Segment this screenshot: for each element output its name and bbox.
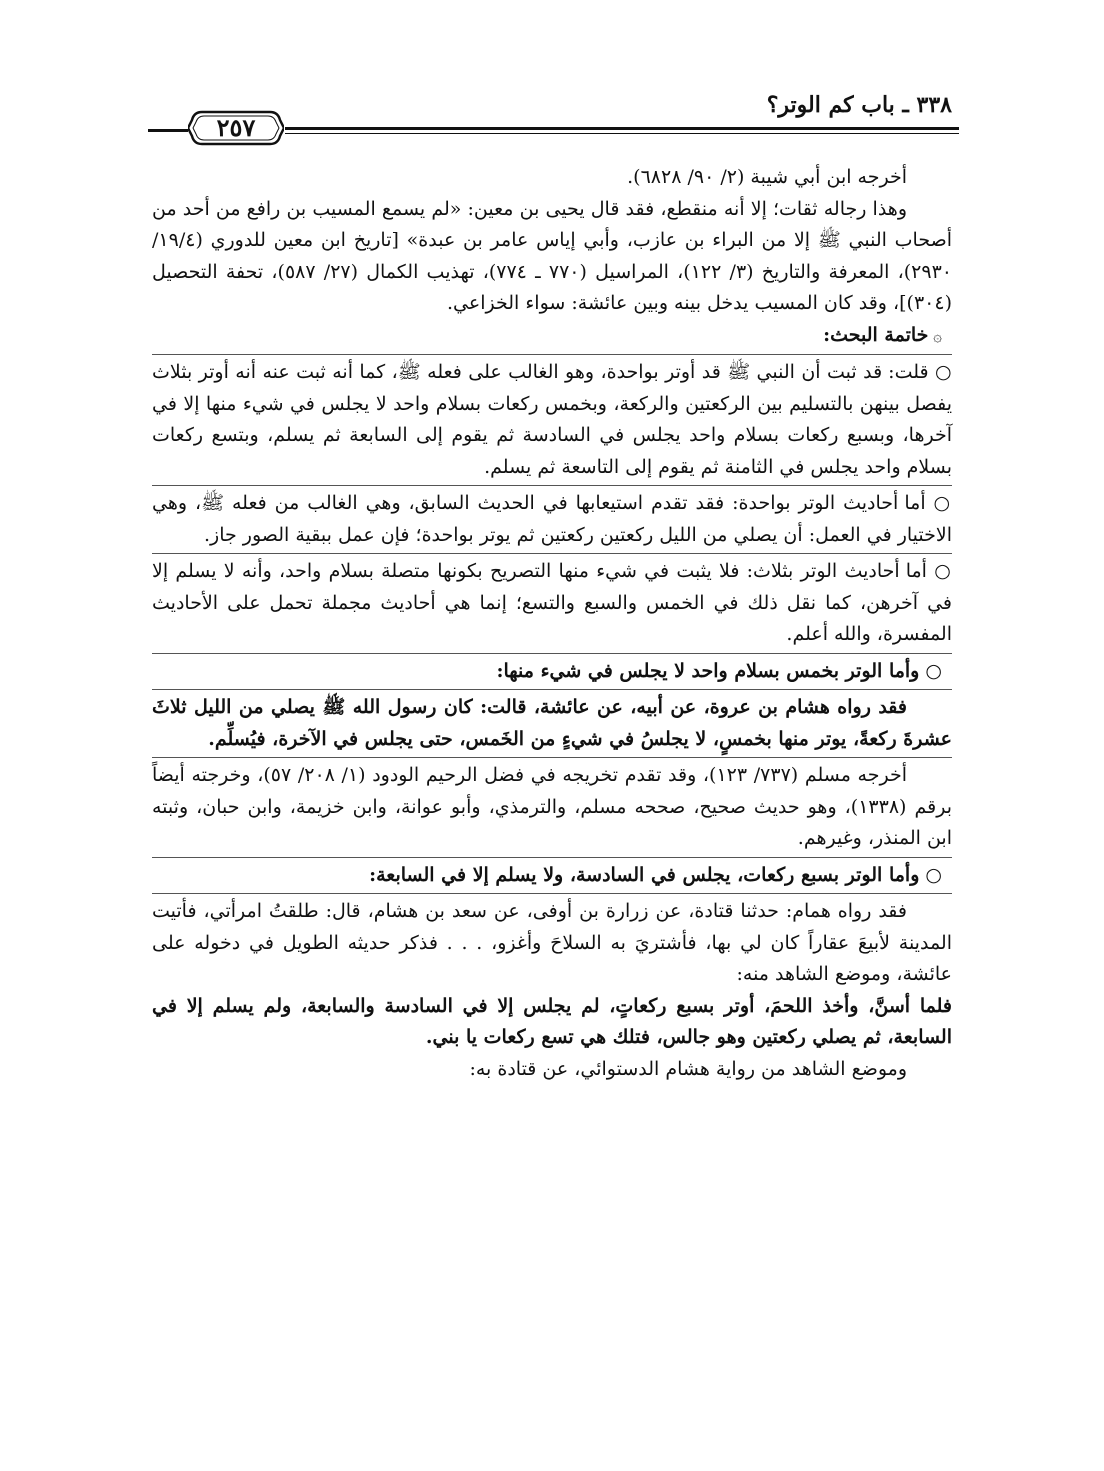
page-number-badge	[188, 108, 284, 148]
divider	[152, 354, 952, 355]
paragraph-hammam: فقد رواه همام: حدثنا قتادة، عن زرارة بن أوفى، عن سعد بن هشام، قال: طلقتُ امرأتي، فأتيت المدينة لأبيعَ عقاراً كان لي بها، فأشتريَ به السلاحَ وأغزو، . . . فذكر حديثه الطويل في دخوله على عائشة، وموضع الشاهد منه:	[152, 900, 953, 985]
paragraph-muslim-citation: أخرجه مسلم (٧٣٧/ ١٢٣)، وقد تقدم تخريجه في فضل الرحيم الودود (١/ ٢٠٨/ ٥٧)، وخرجته أيضاً برقم (١٣٣٨)، وهو حديث صحيح، صححه مسلم، والترمذي، وأبو عوانة، وابن خزيمة، وابن حبان، وثبته ابن المنذر، وغيرهم.	[152, 764, 952, 849]
header-rule-left	[148, 129, 188, 132]
subheading-witr-seven: ○ وأما الوتر بسبع ركعات، يجلس في السادسة، ولا يسلم إلا في السابعة:	[152, 860, 952, 892]
divider	[152, 689, 952, 690]
paragraph-witr-one: ○ أما أحاديث الوتر بواحدة: فقد تقدم استيعابها في الحديث السابق، وهي الغالب من فعله ﷺ، وهي الاختيار في العمل: أن يصلي من الليل ركعتين ركعتين ثم يوتر بواحدة؛ فإن عمل ببقية الصور جاز.	[152, 488, 952, 551]
paragraph-citation: أخرجه ابن أبي شيبة (٢/ ٩٠/ ٦٨٢٨).	[627, 166, 907, 188]
paragraph-hadith-aisha: فقد رواه هشام بن عروة، عن أبيه، عن عائشة، قالت: كان رسول الله ﷺ يصلي من الليل ثلاثَ عشرةَ ركعةً، يوتر منها بخمسٍ، لا يجلسُ في شيءٍ من الخَمس، حتى يجلس في الآخرة، فيُسلِّم.	[152, 696, 952, 750]
divider	[152, 893, 952, 894]
divider	[152, 553, 952, 554]
paragraph-hisham: وموضع الشاهد من رواية هشام الدستوائي، عن قتادة به:	[469, 1057, 907, 1080]
paragraph-narrators: وهذا رجاله ثقات؛ إلا أنه منقطع، فقد قال يحيى بن معين: «لم يسمع المسيب بن رافع من أحد من أصحاب النبي ﷺ إلا من البراء بن عازب، وأبي إياس عامر بن عبدة» [تاريخ ابن معين للدوري (١٩/٤/ ٢٩٣٠)، المعرفة والتاريخ (٣/ ١٢٢)، المراسيل (٧٧٠ ـ ٧٧٤)، تهذيب الكمال (٢٧/ ٥٨٧)، تحفة التحصيل (٣٠٤)]، وقد كان المسيب يدخل بينه وبين عائشة: سواء الخزاعي.	[152, 197, 952, 314]
paragraph-hadith-seven: فلما أسنَّ، وأخذ اللحمَ، أوتر بسبع ركعاتٍ، لم يجلس إلا في السادسة والسابعة، ولم يسلم إلا في السابعة، ثم يصلي ركعتين وهو جالس، فتلك هي تسع ركعات يا بني.	[152, 994, 952, 1048]
body-text	[152, 162, 952, 1085]
divider	[152, 485, 952, 486]
divider	[152, 653, 952, 654]
paragraph-witr-three: ○ أما أحاديث الوتر بثلاث: فلا يثبت في شيء منها التصريح بكونها متصلة بسلام واحد، وأنه لا يسلم إلا في آخرهن، كما نقل ذلك في الخمس والسبع والتسع؛ إنما هي أحاديث مجملة تحمل على الأحاديث المفسرة، والله أعلم.	[152, 556, 952, 651]
subheading-witr-five: ○ وأما الوتر بخمس بسلام واحد لا يجلس في شيء منها:	[152, 656, 952, 688]
chapter-title: ٣٣٨ ـ باب كم الوتر؟	[766, 92, 952, 118]
paragraph-summary: ○ قلت: قد ثبت أن النبي ﷺ قد أوتر بواحدة، وهو الغالب على فعله ﷺ، كما أنه ثبت عنه أنه أوتر بثلاث يفصل بينهن بالتسليم بين الركعتين والركعة، وبخمس ركعات بسلام واحد لا يجلس في شيء منها إلا في آخرها، وبسبع ركعات بسلام واحد يجلس في السادسة ثم يقوم إلى السابعة ثم يسلم، وبتسع ركعات بسلام واحد يجلس في الثامنة ثم يقوم إلى التاسعة ثم يسلم.	[152, 357, 952, 483]
divider	[152, 757, 952, 758]
header-rule-right	[285, 127, 959, 130]
section-heading-conclusion: ۞ خاتمة البحث:	[152, 320, 952, 353]
divider	[152, 857, 952, 858]
page-number: ٢٥٧	[216, 113, 256, 142]
